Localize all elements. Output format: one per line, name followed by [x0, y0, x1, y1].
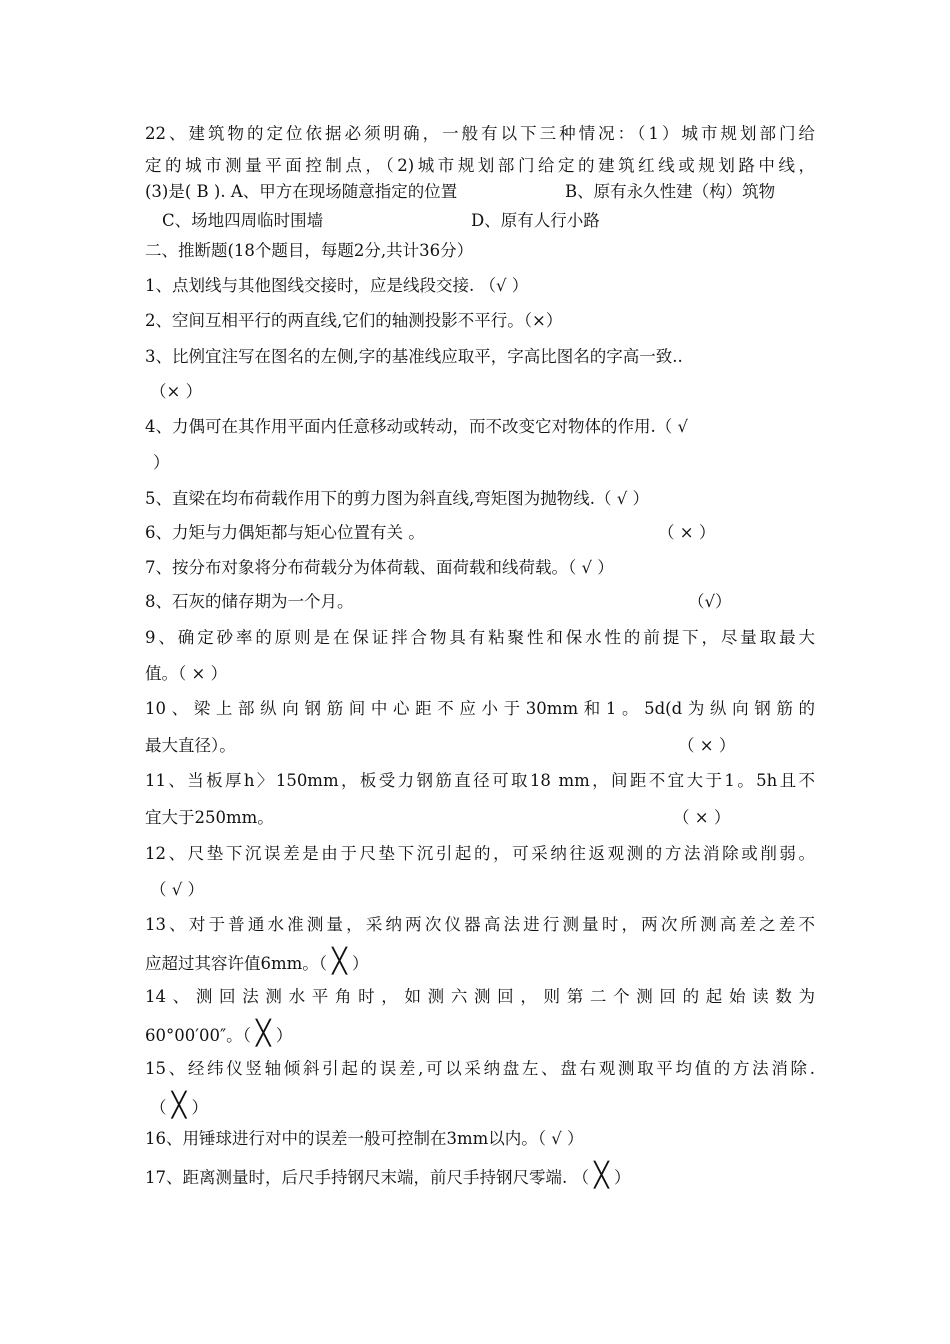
- item-13-cross-mark: ╳: [332, 947, 347, 975]
- item-15-cross-mark: ╳: [171, 1091, 187, 1119]
- item-8: [145, 591, 815, 613]
- item-13-line-1: 13、对于普通水准测量，采纳两次仪器高法进行测量时，两次所测高差之差不: [145, 915, 815, 934]
- item-8-answer: （√）: [688, 592, 732, 611]
- item-6-text: 6、力矩与力偶矩都与矩心位置有关 。: [145, 523, 425, 542]
- item-9-line-1: 9、确定砂率的原则是在保证拌合物具有粘聚性和保水性的前提下，尽量取最大: [145, 628, 815, 647]
- item-14-cross-mark: ╳: [256, 1019, 271, 1047]
- item-1: 1、点划线与其他图线交接时，应是线段交接. （√ ）: [145, 276, 529, 295]
- item-9-line-2: 值。（ × ）: [145, 664, 228, 683]
- q22-option-c: C、场地四周临时围墙: [162, 211, 324, 230]
- section-heading-judgement: 二、推断题(18个题目，每题2分,共计36分）: [145, 241, 474, 260]
- item-15-open: （: [150, 1098, 167, 1117]
- item-15-close: ）: [191, 1098, 208, 1117]
- item-5: 5、直梁在均布荷载作用下的剪力图为斜直线,弯矩图为抛物线.（ √ ）: [145, 489, 649, 508]
- item-3-line-1: 3、比例宜注写在图名的左侧,字的基准线应取平，字高比图名的字高一致..: [145, 347, 683, 366]
- q22-option-b: B、原有永久性建（构）筑物: [565, 182, 776, 201]
- item-10-line-2: [145, 735, 815, 757]
- item-7: 7、按分布对象将分布荷载分为体荷载、面荷载和线荷载。（ √ ）: [145, 558, 614, 577]
- item-13-close: ）: [352, 954, 369, 973]
- q22-line-3: [145, 181, 815, 203]
- item-10-line-1: 10、梁上部纵向钢筋间中心距不应小于30mm和1。5d(d为纵向钢筋的: [145, 699, 815, 718]
- item-11-line-2: [145, 807, 815, 829]
- item-13-line-2: [145, 947, 815, 975]
- q22-line-2: 定的城市测量平面控制点，（2)城市规划部门给定的建筑红线或规划路中线，: [145, 156, 815, 175]
- item-11-answer: （ × ）: [673, 808, 731, 827]
- item-3-line-2: （× ）: [150, 382, 203, 401]
- q22-line-1: 22、建筑物的定位依据必须明确，一般有以下三种情况：（1）城市规划部门给: [145, 124, 815, 143]
- item-4-line-2: ）: [153, 453, 170, 472]
- item-17-text: 17、距离测量时，后尺手持钢尺末端，前尺手持钢尺零端. （: [145, 1168, 589, 1187]
- item-6-answer: （ × ）: [658, 523, 716, 542]
- item-13-text: 应超过其容许值6mm。（: [145, 954, 328, 973]
- item-4-line-1: 4、力偶可在其作用平面内任意移动或转动，而不改变它对物体的作用.（ √: [145, 417, 689, 436]
- item-17-cross-mark: ╳: [594, 1161, 609, 1189]
- item-2: 2、空间互相平行的两直线,它们的轴测投影不平行。（×）: [145, 311, 563, 330]
- item-14-text: 60°00′00″。（: [145, 1026, 251, 1045]
- item-17-close: ）: [613, 1168, 631, 1187]
- item-12-line-1: 12、尺垫下沉误差是由于尺垫下沉引起的，可采纳往返观测的方法消除或削弱。: [145, 844, 815, 863]
- item-17: [145, 1161, 815, 1189]
- item-12-line-2: （ √ ）: [150, 880, 205, 899]
- item-8-text: 8、石灰的储存期为一个月。: [145, 592, 354, 611]
- item-6: [145, 522, 815, 544]
- item-11-line-1: 11、当板厚h〉150mm，板受力钢筋直径可取18 mm，间距不宜大于1。5h且不: [145, 771, 815, 790]
- item-11-text: 宜大于250mm。: [145, 808, 274, 827]
- item-14-close: ）: [275, 1026, 293, 1045]
- item-14-line-1: 14、测回法测水平角时，如测六测回，则第二个测回的起始读数为: [145, 987, 815, 1006]
- item-16: 16、用锤球进行对中的误差一般可控制在3mm以内。（ √ ）: [145, 1129, 584, 1148]
- q22-option-a: (3)是( B ). A、甲方在现场随意指定的位置: [145, 182, 458, 201]
- item-14-line-2: [145, 1019, 815, 1047]
- item-15-line-2: [150, 1091, 820, 1119]
- q22-option-d: D、原有人行小路: [471, 211, 600, 230]
- item-10-answer: （ × ）: [678, 736, 736, 755]
- item-10-text: 最大直径）。: [145, 736, 236, 755]
- item-15-line-1: 15、经纬仪竖轴倾斜引起的误差,可以采纳盘左、盘右观测取平均值的方法消除.: [145, 1059, 815, 1078]
